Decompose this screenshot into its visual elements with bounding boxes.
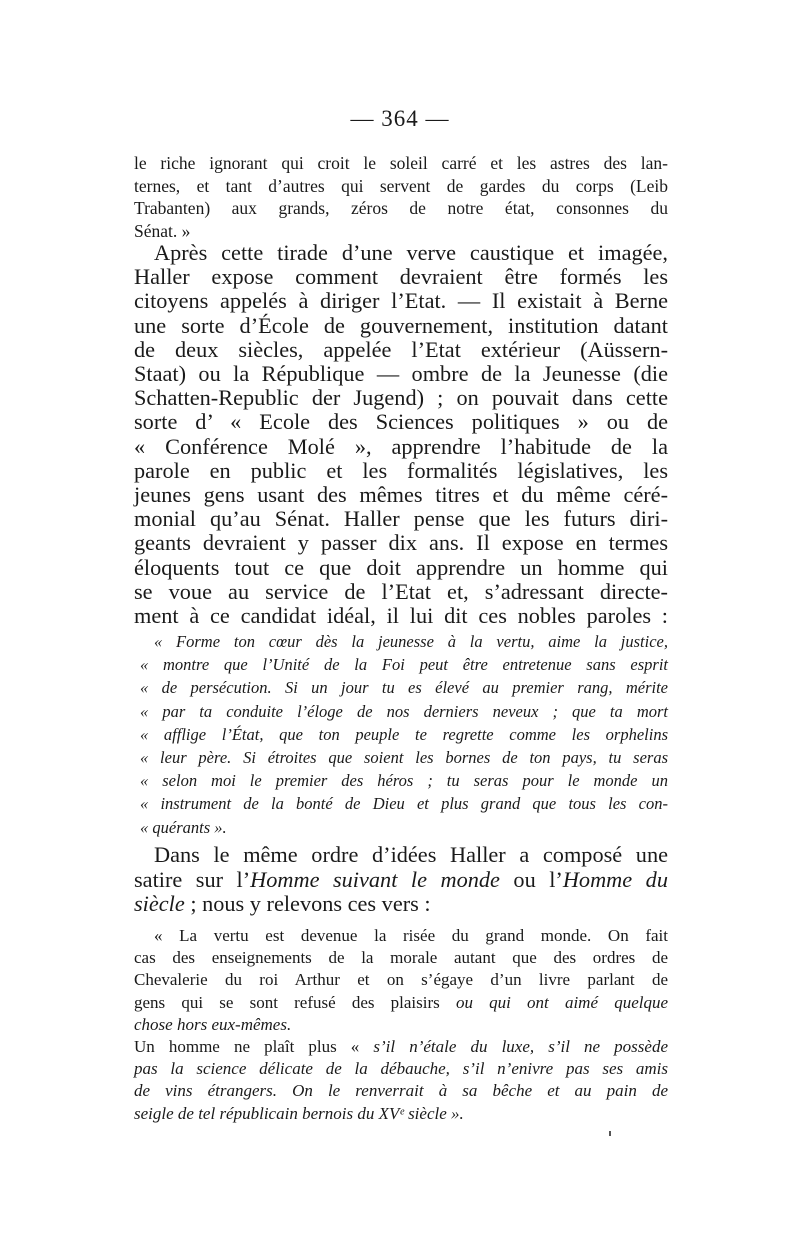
text-line: « montre que l’Unité de la Foi peut être entretenue sans esprit (140, 655, 668, 675)
text-run: siècle ». (403, 1103, 464, 1123)
text-run: seigle de tel républicain bernois du (134, 1103, 379, 1123)
text-line: « afflige l’État, que ton peuple te regrette comme les orphelins (140, 724, 668, 744)
text-line: Staat) ou la République — ombre de la Jeunesse (die (134, 361, 668, 387)
text-line: éloquents tout ce que doit apprendre un homme qui (134, 554, 668, 580)
text-line: parole en public et les formalités législatives, les (134, 457, 668, 483)
italic-quotation (134, 630, 668, 839)
text-line: « La vertu est devenue la risée du grand monde. On fait (154, 926, 668, 945)
text-line: chose hors eux-mêmes. (134, 1014, 292, 1034)
century-numeral: XVᵉ (378, 1103, 404, 1123)
text-run: gens qui se sont refusé des plaisirs (134, 992, 456, 1012)
text-line: Après cette tirade d’une verve caustique et imagée, (154, 240, 668, 265)
text-line: citoyens appelés à diriger l’Etat. — Il existait à Berne (134, 288, 668, 314)
text-line: monial qu’au Sénat. Haller pense que les futurs diri- (134, 506, 668, 532)
text-run: ou l’ (499, 866, 563, 892)
ink-speck (609, 1131, 611, 1136)
text-line: Trabanten) aux grands, zéros de notre état, consonnes du (134, 198, 668, 218)
text-line: de deux siècles, appelée l’Etat extérieur (Aüssern- (134, 336, 668, 362)
text-run: ou qui ont aimé quelque (455, 992, 669, 1012)
text-run: satire sur l’ (134, 866, 251, 892)
text-line: Chevalerie du roi Arthur et on s’égaye d’un livre parlant de (134, 970, 668, 990)
quote-continuation (134, 152, 668, 242)
text-line: Dans le même ordre d’idées Haller a composé une (154, 842, 668, 867)
main-paragraph (134, 241, 668, 628)
text-line (134, 992, 668, 1014)
text-line: Schatten-Republic der Jugend) ; on pouvait dans cette (134, 385, 668, 411)
text-line: « leur père. Si étroites que soient les bornes de ton pays, tu seras (140, 748, 668, 768)
satire-quotation (134, 925, 668, 1125)
text-line: « par ta conduite l’éloge de nos derniers neveux ; que ta mort (140, 701, 668, 721)
second-paragraph (134, 843, 668, 917)
work-title: Homme suivant le monde (250, 866, 500, 892)
text-line: « Conférence Molé », apprendre l’habitude de la (134, 433, 668, 459)
text-line: « Forme ton cœur dès la jeunesse à la vertu, aime la justice, (154, 632, 668, 651)
text-line: cas des enseignements de la morale autant que des ordres de (134, 948, 668, 968)
text-line: le riche ignorant qui croit le soleil carré et les astres des lan- (134, 153, 668, 173)
text-line: « instrument de la bonté de Dieu et plus grand que tous les con- (140, 794, 668, 814)
text-line (134, 892, 668, 917)
page-number: — 364 — (350, 106, 450, 131)
text-run: Un homme ne plaît plus « (134, 1037, 374, 1057)
work-title: siècle (134, 891, 185, 916)
text-run: s’il n’étale du luxe, s’il ne possède (373, 1037, 669, 1057)
text-line: pas la science délicate de la débauche, s’il n’enivre pas ses amis (134, 1059, 668, 1079)
text-line: « de persécution. Si un jour tu es élevé au premier rang, mérite (140, 678, 668, 698)
text-line (134, 1103, 668, 1125)
text-line: une sorte d’École de gouvernement, institution datant (134, 312, 668, 338)
text-line (134, 868, 668, 893)
text-line: « selon moi le premier des héros ; tu seras pour le monde un (140, 771, 668, 791)
work-title: Homme du (562, 866, 668, 892)
text-line (134, 1036, 668, 1058)
text-line: de vins étrangers. On le renverrait à sa bêche et au pain de (134, 1081, 668, 1101)
text-line: Haller expose comment devraient être formés les (134, 264, 668, 290)
text-run: ; nous y relevons ces vers : (184, 891, 431, 916)
text-line: sorte d’ « Ecole des Sciences politiques » ou de (134, 409, 668, 435)
text-line: geants devraient y passer dix ans. Il expose en termes (134, 530, 668, 556)
text-line: ment à ce candidat idéal, il lui dit ces nobles paroles : (134, 603, 668, 629)
text-line: jeunes gens usant des mêmes titres et du même céré- (134, 482, 668, 508)
text-line: se voue au service de l’Etat et, s’adressant directe- (134, 578, 668, 604)
text-line: ternes, et tant d’autres qui servent de gardes du corps (Leib (134, 175, 668, 196)
text-line: « quérants ». (140, 817, 227, 837)
text-line: Sénat. » (134, 220, 191, 241)
